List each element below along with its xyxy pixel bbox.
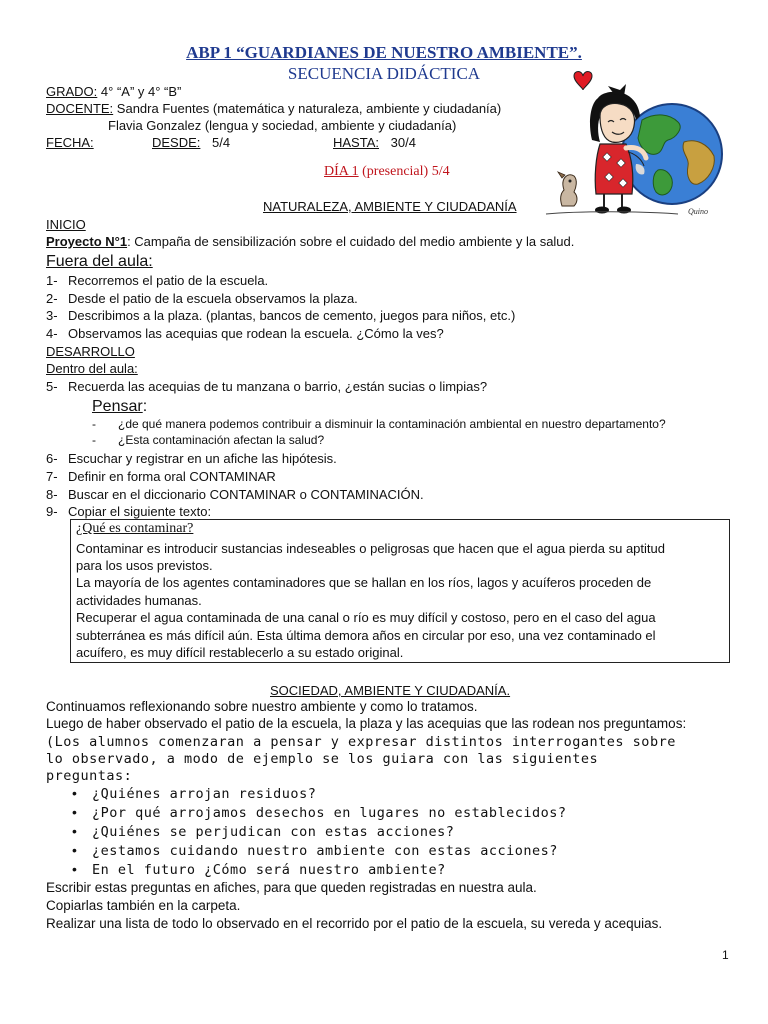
day-rest: (presencial) 5/4 — [358, 164, 450, 179]
page-number: 1 — [722, 948, 729, 962]
document-title: ABP 1 “GUARDIANES DE NUESTRO AMBIENTE”. — [186, 43, 582, 62]
grado-row — [46, 83, 181, 100]
docente-line-1: Sandra Fuentes (matemática y naturaleza, ambiente y ciudadanía) — [116, 101, 502, 116]
bullet-icon: • — [72, 842, 77, 858]
pensar-item: - ¿Esta contaminación afectan la salud? — [92, 433, 325, 447]
list-item: 4- Observamos las acequias que rodean la escuela. ¿Cómo la ves? — [46, 326, 444, 341]
list-item: 3- Describimos a la plaza. (plantas, bancos de cemento, juegos para niños, etc.) — [46, 308, 516, 323]
closing-line: Realizar una lista de todo lo observado en el recorrido por el patio de la escuela, su vereda y acequias. — [46, 916, 663, 931]
list-item: 2- Desde el patio de la escuela observamos la plaza. — [46, 291, 358, 306]
pensar-item: - ¿de qué manera podemos contribuir a disminuir la contaminación ambiental en nuestro departamento? — [92, 417, 666, 431]
definition-box — [70, 519, 730, 663]
hasta-label: HASTA: — [333, 135, 379, 150]
mono-paragraph-line: preguntas: — [46, 768, 133, 784]
day-heading — [324, 164, 450, 180]
closing-line: Escribir estas preguntas en afiches, para que queden registradas en nuestra aula. — [46, 880, 537, 895]
list-item: 1- Recorremos el patio de la escuela. — [46, 273, 269, 288]
list-item: 6- Escuchar y registrar en un afiche las hipótesis. — [46, 451, 337, 466]
fuera-heading: Fuera del aula: — [46, 253, 153, 270]
question-item: En el futuro ¿Cómo será nuestro ambiente? — [92, 862, 446, 878]
hasta-row — [333, 134, 416, 151]
question-item: ¿estamos cuidando nuestro ambiente con estas acciones? — [92, 843, 558, 859]
desde-value: 5/4 — [212, 135, 231, 150]
mono-paragraph-line: lo observado, a modo de ejemplo se los guiara con las siguientes — [46, 751, 599, 767]
list-item: 5- Recuerda las acequias de tu manzana o barrio, ¿están sucias o limpias? — [46, 379, 488, 394]
question-item: ¿Quiénes se perjudican con estas acciones? — [92, 824, 455, 840]
mafalda-icon — [590, 84, 646, 214]
dentro-heading: Dentro del aula: — [46, 361, 138, 376]
docente-label: DOCENTE: — [46, 101, 114, 116]
proyecto-text: : Campaña de sensibilización sobre el cuidado del medio ambiente y la salud. — [127, 234, 575, 249]
day-label: DÍA 1 — [324, 164, 359, 179]
definition-title: ¿Qué es contaminar? — [76, 521, 194, 536]
definition-line: La mayoría de los agentes contaminadores que se hallan en los ríos, lagos y acuíferos proceden de — [76, 575, 652, 590]
desde-label: DESDE: — [152, 135, 201, 150]
docente-row — [46, 100, 501, 117]
list-item: 9- Copiar el siguiente texto: — [46, 504, 212, 519]
heart-icon — [574, 72, 592, 91]
bullet-icon: • — [72, 861, 77, 877]
definition-line: subterránea es más difícil aún. Esta última demora años en circular por eso, una vez contaminado el — [76, 628, 656, 643]
list-item: 8- Buscar en el diccionario CONTAMINAR o CONTAMINACIÓN. — [46, 487, 424, 502]
mafalda-globe-illustration — [538, 68, 738, 220]
bullet-icon: • — [72, 785, 77, 801]
list-item: 7- Definir en forma oral CONTAMINAR — [46, 469, 276, 484]
section2-paragraph: Continuamos reflexionando sobre nuestro ambiente y como lo tratamos. — [46, 699, 478, 714]
question-item: ¿Por qué arrojamos desechos en lugares no establecidos? — [92, 805, 567, 821]
grado-label: GRADO: — [46, 84, 98, 99]
definition-line: para los usos previstos. — [76, 558, 213, 573]
document-subtitle: SECUENCIA DIDÁCTICA — [287, 64, 481, 83]
mono-paragraph-line: (Los alumnos comenzaran a pensar y expresar distintos interrogantes sobre — [46, 734, 676, 750]
section2-heading: SOCIEDAD, AMBIENTE Y CIUDADANÍA. — [270, 683, 511, 698]
fecha-row — [46, 134, 94, 151]
dog-icon — [558, 172, 577, 206]
pensar-heading: Pensar: — [92, 398, 148, 415]
section2-paragraph: Luego de haber observado el patio de la escuela, la plaza y las acequias que las rodean nos preguntamos: — [46, 716, 687, 731]
definition-line: actividades humanas. — [76, 593, 202, 608]
definition-line: Recuperar el agua contaminada de una canal o río es muy difícil y costoso, pero en el caso del agua — [76, 610, 656, 625]
fecha-label: FECHA: — [46, 135, 94, 150]
docente-line-2: Flavia Gonzalez (lengua y sociedad, ambiente y ciudadanía) — [108, 118, 457, 133]
closing-line: Copiarlas también en la carpeta. — [46, 898, 241, 913]
grado-value: 4° “A” y 4° “B” — [100, 84, 182, 99]
section1-heading: NATURALEZA, AMBIENTE Y CIUDADANÍA — [263, 199, 517, 214]
definition-line: acuífero, es muy difícil restablecerlo a su estado original. — [76, 645, 404, 660]
definition-line: Contaminar es introducir sustancias indeseables o peligrosas que hacen que el agua pierda su aptitud — [76, 541, 665, 556]
question-item: ¿Quiénes arrojan residuos? — [92, 786, 317, 802]
proyecto-label: Proyecto N°1 — [46, 234, 128, 249]
inicio-heading: INICIO — [46, 217, 86, 232]
desarrollo-heading: DESARROLLO — [46, 344, 135, 359]
proyecto-line — [46, 233, 574, 250]
bullet-icon: • — [72, 823, 77, 839]
pensar-label: Pensar — [92, 398, 143, 415]
hasta-value: 30/4 — [390, 135, 416, 150]
bullet-icon: • — [72, 804, 77, 820]
signature-mark: Quino — [688, 207, 708, 216]
desde-row — [152, 134, 230, 151]
